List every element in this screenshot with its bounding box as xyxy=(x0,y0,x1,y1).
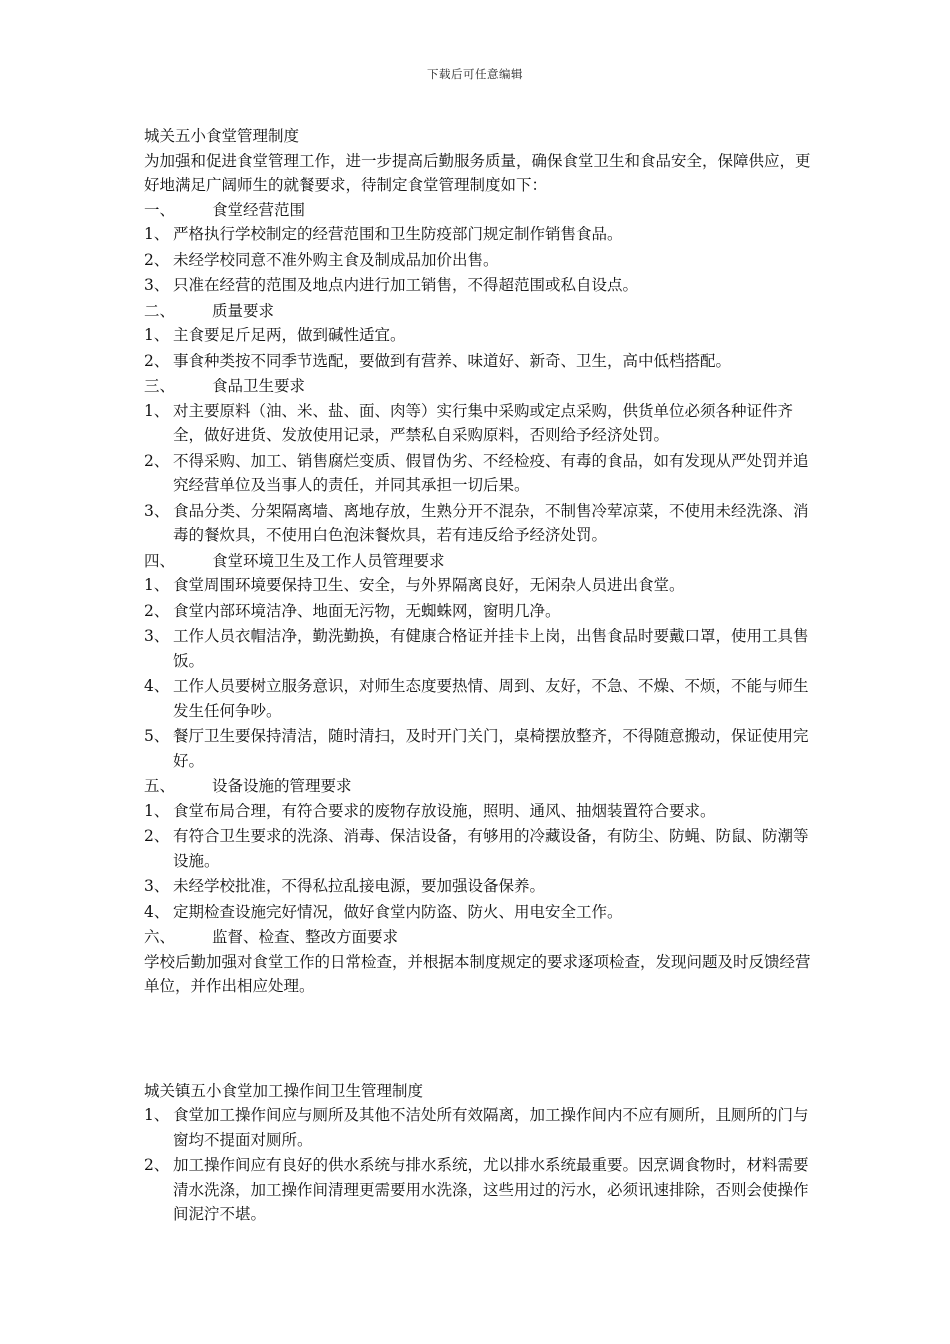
item-number: 2、 xyxy=(144,250,170,269)
section-heading xyxy=(144,198,816,223)
item-text: 食品分类、分架隔离墙、离地存放，生熟分开不混杂，不制售冷荤凉菜，不使用未经洗涤、消毒的餐炊具，不使用白色泡沫餐炊具，若有违反给予经济处罚。 xyxy=(173,501,809,544)
item-text: 主食要足斤足两，做到碱性适宜。 xyxy=(173,326,406,344)
item-text: 只准在经营的范围及地点内进行加工销售，不得超范围或私自设点。 xyxy=(173,276,639,294)
list-item xyxy=(144,724,816,773)
section-heading xyxy=(144,299,816,324)
item-number: 2、 xyxy=(144,451,170,470)
section-title: 食堂环境卫生及工作人员管理要求 xyxy=(212,551,445,570)
item-number: 3、 xyxy=(144,877,170,895)
item-number: 3、 xyxy=(144,276,170,294)
item-text: 不得采购、加工、销售腐烂变质、假冒伪劣、不经检疫、有毒的食品，如有发现从严处罚并追究经营单位及当事人的责任，并同其承担一切后果。 xyxy=(173,451,809,494)
item-text: 工作人员要树立服务意识，对师生态度要热情、周到、友好，不急、不燥、不烦，不能与师生发生任何争吵。 xyxy=(173,677,809,720)
item-number: 2、 xyxy=(144,601,170,620)
item-text: 工作人员衣帽洁净，勤洗勤换，有健康合格证并挂卡上岗，出售食品时要戴口罩，使用工具售饭。 xyxy=(173,627,809,670)
item-number: 1、 xyxy=(144,576,170,594)
item-number: 4、 xyxy=(144,677,170,695)
section-heading xyxy=(144,925,816,950)
list-item xyxy=(144,1103,816,1152)
item-number: 1、 xyxy=(144,401,170,420)
section-number: 二、 xyxy=(144,301,176,320)
section-title: 监督、检查、整改方面要求 xyxy=(212,928,399,946)
item-text: 未经学校批准，不得私拉乱接电源，要加强设备保养。 xyxy=(173,877,546,895)
list-item xyxy=(144,499,816,548)
item-text: 定期检查设施完好情况，做好食堂内防盗、防火、用电安全工作。 xyxy=(173,902,623,921)
item-text: 餐厅卫生要保持清洁，随时清扫，及时开门关门，桌椅摆放整齐，不得随意搬动，保证使用完好。 xyxy=(173,727,809,770)
item-number: 4、 xyxy=(144,902,170,921)
section-number: 一、 xyxy=(144,200,176,219)
intro-paragraph: 为加强和促进食堂管理工作，进一步提高后勤服务质量，确保食堂卫生和食品安全，保障供应，更好地满足广阔师生的就餐要求，待制定食堂管理制度如下： xyxy=(144,151,811,194)
list-item xyxy=(144,573,816,598)
list-item xyxy=(144,449,816,498)
document-title: 城关五小食堂管理制度 xyxy=(144,127,300,145)
item-number: 5、 xyxy=(144,727,170,745)
section-heading xyxy=(144,374,816,399)
list-item xyxy=(144,248,816,273)
list-item xyxy=(144,273,816,298)
item-text: 食堂布局合理，有符合要求的废物存放设施，照明、通风、抽烟装置符合要求。 xyxy=(173,801,716,820)
section-heading xyxy=(144,549,816,574)
section-heading xyxy=(144,774,816,799)
section-gap xyxy=(144,999,816,1079)
item-text: 有符合卫生要求的洗涤、消毒、保洁设备，有够用的冷藏设备，有防尘、防蝇、防鼠、防潮等设施。 xyxy=(173,827,809,870)
item-text: 加工操作间应有良好的供水系统与排水系统，尤以排水系统最重要。因烹调食物时，材料需要清水洗涤，加工操作间清理更需要用水洗涤，这些用过的污水，必须讯速排除，否则会使操作间泥泞不堪。 xyxy=(173,1156,809,1223)
list-item xyxy=(144,222,816,247)
section-title: 设备设施的管理要求 xyxy=(212,777,352,795)
list-item xyxy=(144,624,816,673)
list-item xyxy=(144,1153,816,1227)
item-text: 事食种类按不同季节选配，要做到有营养、味道好、新奇、卫生，高中低档搭配。 xyxy=(173,351,732,370)
item-number: 1、 xyxy=(144,225,170,243)
second-document-list xyxy=(144,1103,816,1227)
section-number: 六、 xyxy=(144,928,176,946)
item-text: 未经学校同意不准外购主食及制成品加价出售。 xyxy=(173,250,499,269)
item-text: 食堂加工操作间应与厕所及其他不洁处所有效隔离，加工操作间内不应有厕所，且厕所的门与窗均不提面对厕所。 xyxy=(173,1106,809,1149)
section-list xyxy=(144,198,816,950)
section-number: 三、 xyxy=(144,377,176,395)
item-number: 3、 xyxy=(144,627,170,645)
section-number: 五、 xyxy=(144,777,176,795)
closing-paragraph: 学校后勤加强对食堂工作的日常检查，并根据本制度规定的要求逐项检查，发现问题及时反馈经营单位，并作出相应处理。 xyxy=(144,952,811,995)
list-item xyxy=(144,824,816,873)
item-number: 2、 xyxy=(144,1156,170,1174)
item-text: 严格执行学校制定的经营范围和卫生防疫部门规定制作销售食品。 xyxy=(173,225,623,243)
list-item xyxy=(144,900,816,925)
item-number: 2、 xyxy=(144,351,170,370)
item-number: 1、 xyxy=(144,801,170,820)
list-item xyxy=(144,323,816,348)
item-number: 3、 xyxy=(144,501,170,520)
section-title: 食堂经营范围 xyxy=(212,200,306,219)
list-item xyxy=(144,799,816,824)
section-number: 四、 xyxy=(144,551,176,570)
document-body xyxy=(144,124,816,1228)
list-item xyxy=(144,599,816,624)
item-text: 食堂内部环境洁净、地面无污物，无蜘蛛网，窗明几净。 xyxy=(173,601,561,620)
item-number: 2、 xyxy=(144,827,170,845)
item-number: 1、 xyxy=(144,1106,170,1124)
item-text: 对主要原料（油、米、盐、面、肉等）实行集中采购或定点采购，供货单位必须各种证件齐全，做好进货、发放使用记录，严禁私自采购原料，否则给予经济处罚。 xyxy=(173,401,794,444)
second-document-title: 城关镇五小食堂加工操作间卫生管理制度 xyxy=(144,1081,424,1100)
page-header: 下载后可任意编辑 xyxy=(427,67,523,81)
list-item xyxy=(144,674,816,723)
list-item xyxy=(144,874,816,899)
item-number: 1、 xyxy=(144,326,170,344)
list-item xyxy=(144,349,816,374)
item-text: 食堂周围环境要保持卫生、安全，与外界隔离良好，无闲杂人员进出食堂。 xyxy=(173,576,685,594)
list-item xyxy=(144,399,816,448)
section-title: 质量要求 xyxy=(212,301,275,320)
section-title: 食品卫生要求 xyxy=(212,377,306,395)
